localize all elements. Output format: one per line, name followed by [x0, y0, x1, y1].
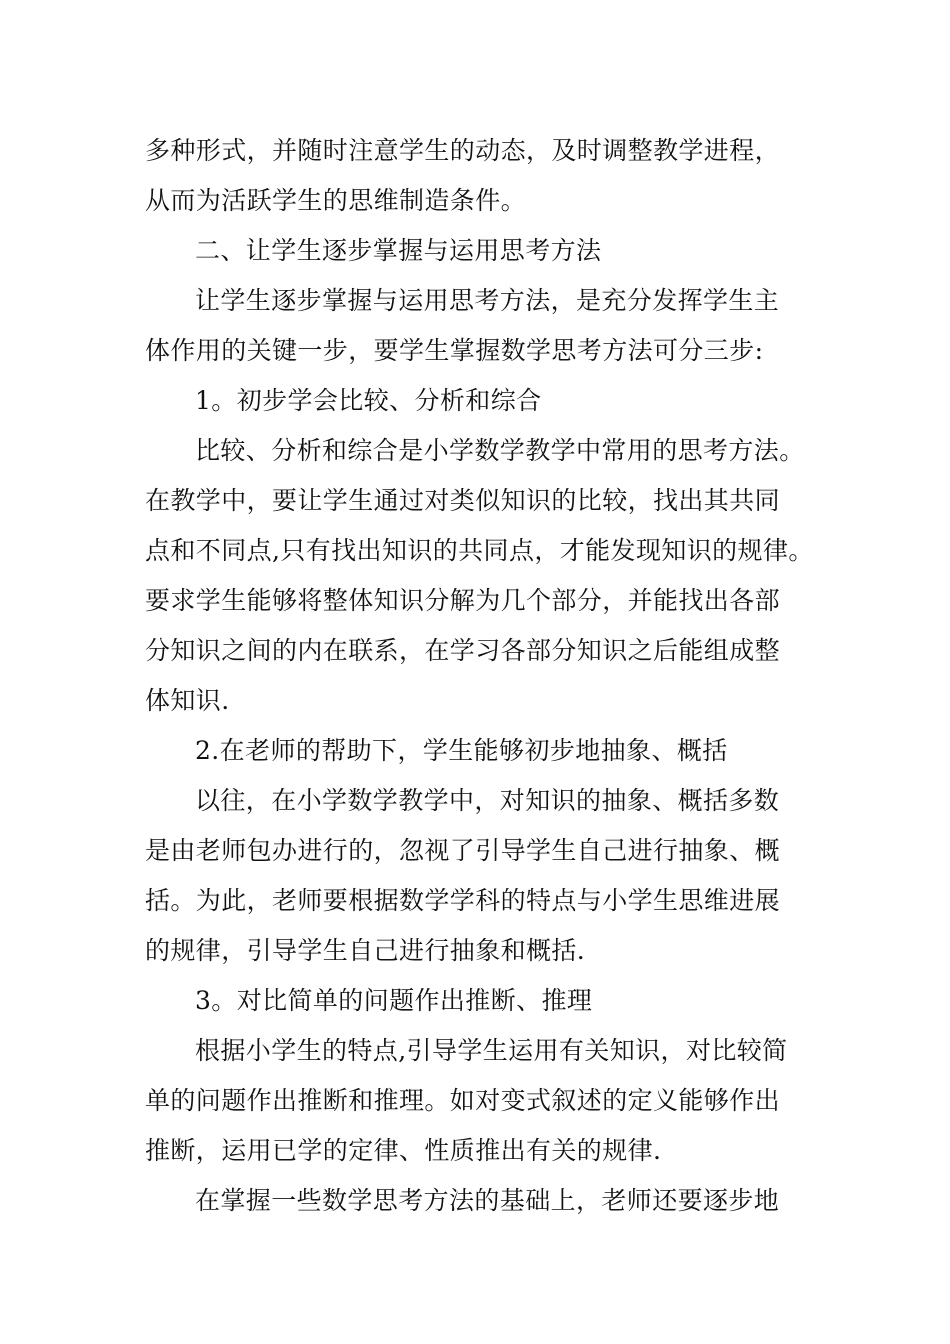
paragraph-line: 比较、分析和综合是小学数学教学中常用的思考方法。 — [195, 436, 805, 465]
paragraph-line: 体作用的关键一步，要学生掌握数学思考方法可分三步: — [145, 336, 764, 365]
paragraph-line: 推断，运用已学的定律、性质推出有关的规律. — [145, 1136, 662, 1165]
document-body — [145, 126, 815, 1226]
paragraph-line: 单的问题作出推断和推理。如对变式叙述的定义能够作出 — [145, 1086, 781, 1115]
subsection-heading-1: 1。初步学会比较、分析和综合 — [195, 386, 542, 415]
paragraph-line: 分知识之间的内在联系，在学习各部分知识之后能组成整 — [145, 636, 781, 665]
paragraph-line: 根据小学生的特点,引导学生运用有关知识，对比较简 — [195, 1036, 788, 1065]
paragraph-line: 的规律，引导学生自己进行抽象和概括. — [145, 936, 586, 965]
paragraph-line: 多种形式，并随时注意学生的动态，及时调整教学进程， — [145, 136, 781, 165]
section-heading: 二、让学生逐步掌握与运用思考方法 — [195, 236, 602, 265]
paragraph-line: 在教学中，要让学生通过对类似知识的比较，找出其共同 — [145, 486, 781, 515]
paragraph-line: 以往，在小学数学教学中，对知识的抽象、概括多数 — [195, 786, 780, 815]
paragraph-line: 在掌握一些数学思考方法的基础上，老师还要逐步地 — [195, 1186, 780, 1215]
paragraph-line: 点和不同点,只有找出知识的共同点，才能发现知识的规律。 — [145, 536, 814, 565]
subsection-heading-3: 3。对比简单的问题作出推断、推理 — [195, 986, 593, 1015]
paragraph-line: 让学生逐步掌握与运用思考方法，是充分发挥学生主 — [195, 286, 780, 315]
paragraph-line: 要求学生能够将整体知识分解为几个部分，并能找出各部 — [145, 586, 781, 615]
paragraph-line: 是由老师包办进行的，忽视了引导学生自己进行抽象、概 — [145, 836, 781, 865]
paragraph-line: 括。为此，老师要根据数学学科的特点与小学生思维进展 — [145, 886, 781, 915]
paragraph-line: 体知识. — [145, 686, 230, 715]
paragraph-line: 从而为活跃学生的思维制造条件。 — [145, 186, 527, 215]
subsection-heading-2: 2.在老师的帮助下，学生能够初步地抽象、概括 — [195, 736, 728, 765]
